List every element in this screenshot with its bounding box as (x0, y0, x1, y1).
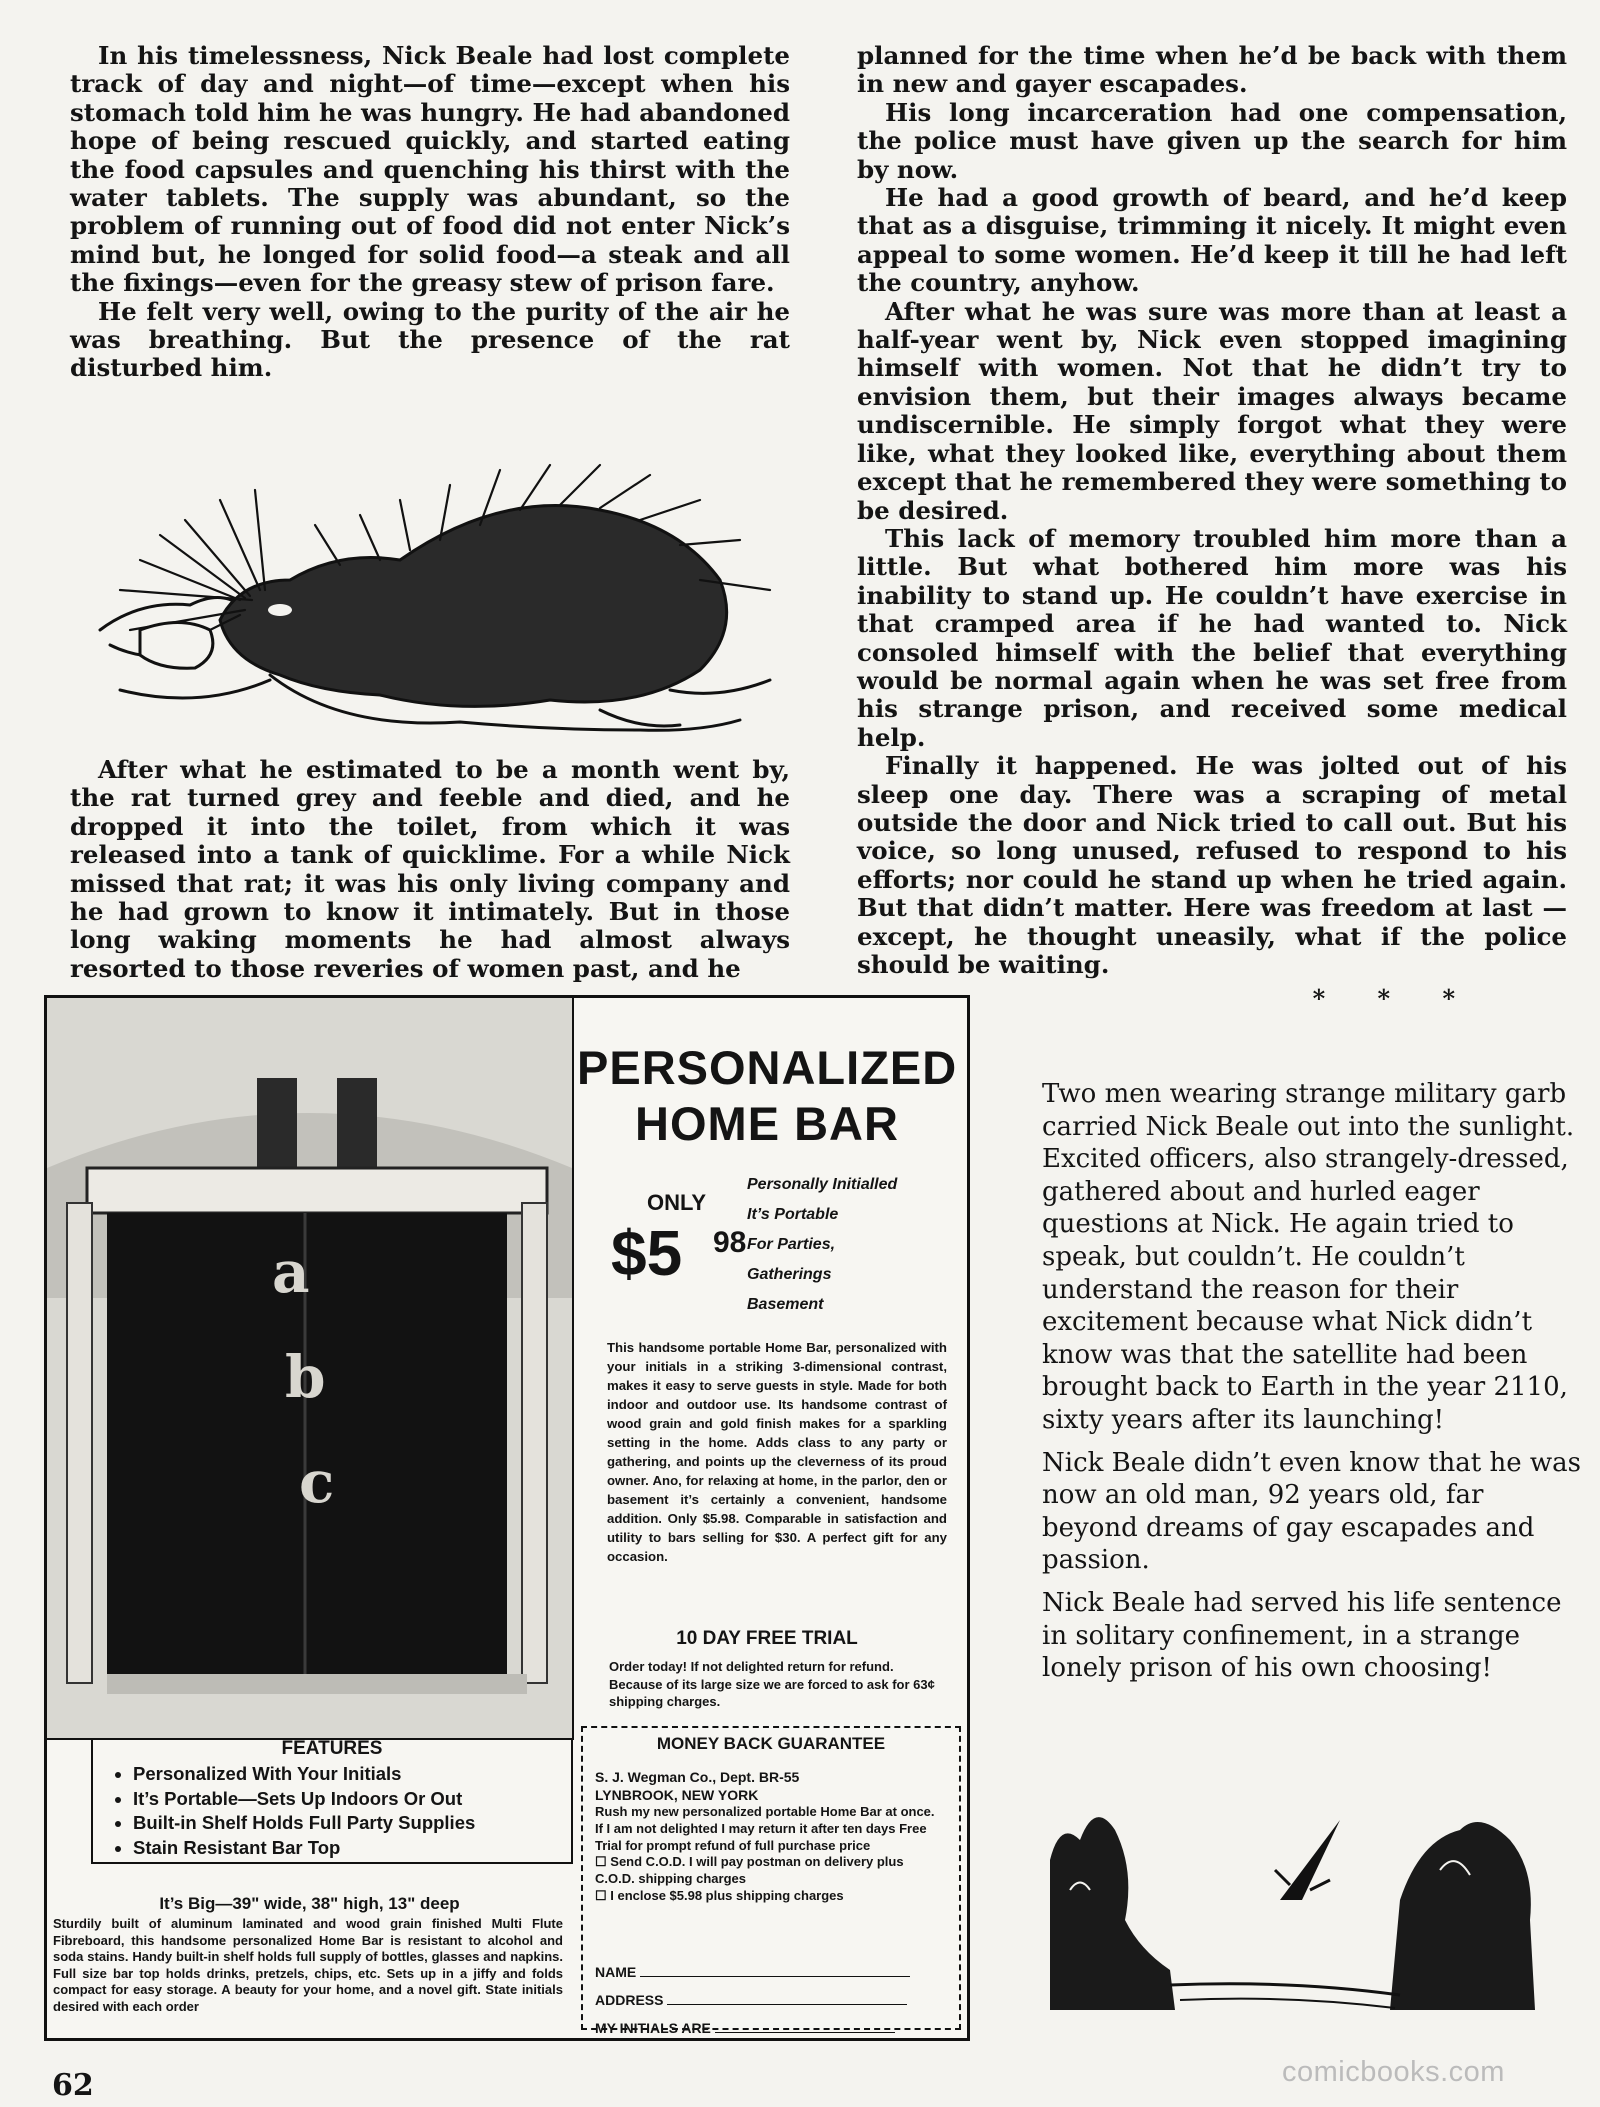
feature-item: • It’s Portable—Sets Up Indoors Or Out (133, 1787, 567, 1812)
story-paragraph: His long incarceration had one compensation, the police must have given up the search for him by now. (857, 97, 1567, 184)
coupon-option-cod[interactable] (595, 1854, 945, 1888)
coupon-city: LYNBROOK, NEW YORK (595, 1787, 759, 1803)
photo-initial: c (299, 1448, 335, 1516)
ad-price-cents: 98 (713, 1226, 747, 1259)
features-list (97, 1762, 567, 1860)
coupon-option-enclose[interactable] (595, 1888, 945, 1905)
coupon-text (595, 1804, 945, 1905)
watermark: comicbooks.com (1282, 2056, 1505, 2088)
story-paragraph: planned for the time when he’d be back with them in new and gayer escapades. (857, 41, 1567, 99)
story-paragraph: He felt very well, owing to the purity of the air he was breathing. But the presence of the rat disturbed him. (70, 296, 790, 383)
name-field-line[interactable] (640, 1976, 910, 1977)
features-title: FEATURES (281, 1738, 383, 1759)
story-paragraph: Nick Beale didn’t even know that he was now an old man, 92 years old, far beyond dreams of gay escapades and passion. (1042, 1447, 1581, 1576)
page-number: 62 (52, 2068, 94, 2103)
coupon-title: MONEY BACK GUARANTEE (656, 1734, 886, 1753)
checkbox-icon[interactable]: ☐ (595, 1887, 611, 1903)
story-column-right (857, 42, 1567, 1014)
ad-tagline: Personally Initialled (747, 1176, 898, 1193)
ad-trial-title: 10 DAY FREE TRIAL (676, 1628, 858, 1649)
ad-trial-text: Order today! If not delighted return for refund. Because of its large size we are forced to ask for 63¢ shipping charges. (609, 1659, 935, 1709)
section-break: * * * (1312, 984, 1477, 1014)
story-paragraph: Nick Beale had served his life sentence in solitary confinement, in a strange lonely prison of his own choosing! (1042, 1587, 1562, 1684)
size-text: Sturdily built of aluminum laminated and wood grain finished Multi Flute Fibreboard, this handsome personalized Home Bar is resistant to alcohol and soda stains. Handy built-in shelf holds full supply of bottles, glasses and napkins. Full size bar top holds drinks, pretzels, chips, etc. Sets up in a jiffy and folds compact for easy storage. A beauty for your home, and a novel gift. State initials desired with each order (53, 1916, 563, 2014)
feature-item: • Built-in Shelf Holds Full Party Supplies (133, 1811, 567, 1836)
ad-only-label: ONLY (647, 1190, 707, 1215)
story-paragraph: This lack of memory troubled him more than a little. But what bothered him more was his inability to stand up. He couldn’t have exercise in that cramped area if he had wanted to. Nick consoled himself with the belief that everything would be normal again when he was set free from his strange prison, and received some medical help. (857, 523, 1567, 752)
initials-field-label: MY INITIALS ARE (595, 2020, 711, 2036)
ad-tagline: Gatherings (747, 1266, 832, 1283)
coupon-address (595, 1768, 799, 1804)
story-paragraph: In his timelessness, Nick Beale had lost complete track of day and night—of time—except when his stomach told him he was hungry. He had abandoned hope of being rescued quickly, and started eating the food capsules and quenching his thirst with the water tablets. The supply was abundant, so the problem of running out of food did not enter Nick’s mind but, he longed for solid food—a steak and all the fixings—even for the greasy stew of prison fare. (70, 41, 790, 298)
coupon-option-cod-label: Send C.O.D. I will pay postman on delivery plus C.O.D. shipping charges (595, 1854, 904, 1887)
coupon-option-enclose-label: I enclose $5.98 plus shipping charges (610, 1887, 844, 1903)
address-field-label: ADDRESS (595, 1992, 664, 2008)
story-column-left-mid (70, 756, 790, 983)
story-column-left-top (70, 42, 790, 383)
story-paragraph: After what he estimated to be a month went by, the rat turned grey and feeble and died, and he dropped it into the toilet, from which it was released into a tank of quicklime. For a while Nick missed that rat; it was his only living company and he had grown to know it intimately. But in those long waking moments he had almost always resorted to those reveries of women past, and he (70, 755, 790, 983)
photo-initial: b (285, 1343, 326, 1411)
landscape-illustration (1040, 1780, 1540, 2015)
feature-item: • Stain Resistant Bar Top (133, 1836, 567, 1861)
story-paragraph: He had a good growth of beard, and he’d keep that as a disguise, trimming it nicely. It might even appeal to some women. He’d keep it till he had left the country, anyhow. (857, 183, 1567, 298)
checkbox-icon[interactable]: ☐ (595, 1854, 611, 1870)
ad-tagline: It’s Portable (747, 1206, 839, 1223)
ad-description: This handsome portable Home Bar, personalized with your initials in a striking 3-dimensional contrast, makes it easy to serve guests in style. Made for both indoor and outdoor use. Its handsome contrast of wood grain and gold finish makes for a sparkling setting in the home. Adds class to any party or gathering, and points up the cleverness of its proud owner. Ano, for relaxing at home, in the parlor, den or basement it’s certainly a convenient, handsome addition. Only $5.98. Comparable in satisfaction and utility to bars selling for $30. A perfect gift for any occasion. (607, 1340, 947, 1564)
ad-headline: PERSONALIZED HOME BAR (577, 1041, 958, 1150)
coupon-company: S. J. Wegman Co., Dept. BR-55 (595, 1769, 800, 1785)
ad-price: $5 (611, 1217, 683, 1289)
initials-field-line[interactable] (715, 2032, 895, 2033)
coupon-fields (595, 1958, 945, 2042)
address-field[interactable] (595, 1986, 945, 2014)
order-coupon[interactable] (581, 1726, 961, 2036)
name-field-label: NAME (595, 1964, 637, 1980)
initials-field[interactable] (595, 2014, 945, 2042)
story-paragraph: After what he was sure was more than at least a half-year went by, Nick even stopped imagining himself with women. Not that he didn’t try to envision them, but their images always became undiscernible. He simply forgot what they were like, what they looked like, everything about them except that he remembered they were something to be desired. (857, 296, 1567, 525)
home-bar-advertisement (44, 995, 970, 2041)
story-paragraph: Finally it happened. He was jolted out of his sleep one day. There was a scraping of metal outside the door and Nick tried to call out. But his voice, so long unused, refused to respond to his efforts; nor could he stand up when he tried again. But that didn’t matter. Here was freedom at last —except, he thought uneasily, what if the police should be waiting. (857, 751, 1567, 979)
address-field-line[interactable] (667, 2004, 907, 2005)
name-field[interactable] (595, 1958, 945, 1986)
features-section (97, 1738, 567, 1860)
coupon-instructions: Rush my new personalized portable Home Bar at once. If I am not delighted I may return it after ten days Free Trial for prompt refund of full purchase price (595, 1804, 935, 1853)
photo-initial: a (272, 1238, 310, 1306)
story-column-right-lower (1042, 1078, 1582, 1695)
story-paragraph: Two men wearing strange military garb carried Nick Beale out into the sunlight. Excited officers, also strangely-dressed, gathered about and hurled eager questions at Nick. He again tried to speak, but couldn’t. He couldn’t understand the reason for their excitement because what Nick didn’t know was that the satellite had been brought back to Earth in the year 2110, sixty years after its launching! (1042, 1079, 1575, 1435)
feature-item: • Personalized With Your Initials (133, 1762, 567, 1787)
size-title: It’s Big—39" wide, 38" high, 13" deep (159, 1894, 460, 1913)
ad-tagline: For Parties, (747, 1236, 836, 1253)
rat-illustration (80, 430, 800, 740)
ad-taglines (747, 1170, 897, 1320)
ad-tagline: Basement (747, 1296, 824, 1313)
